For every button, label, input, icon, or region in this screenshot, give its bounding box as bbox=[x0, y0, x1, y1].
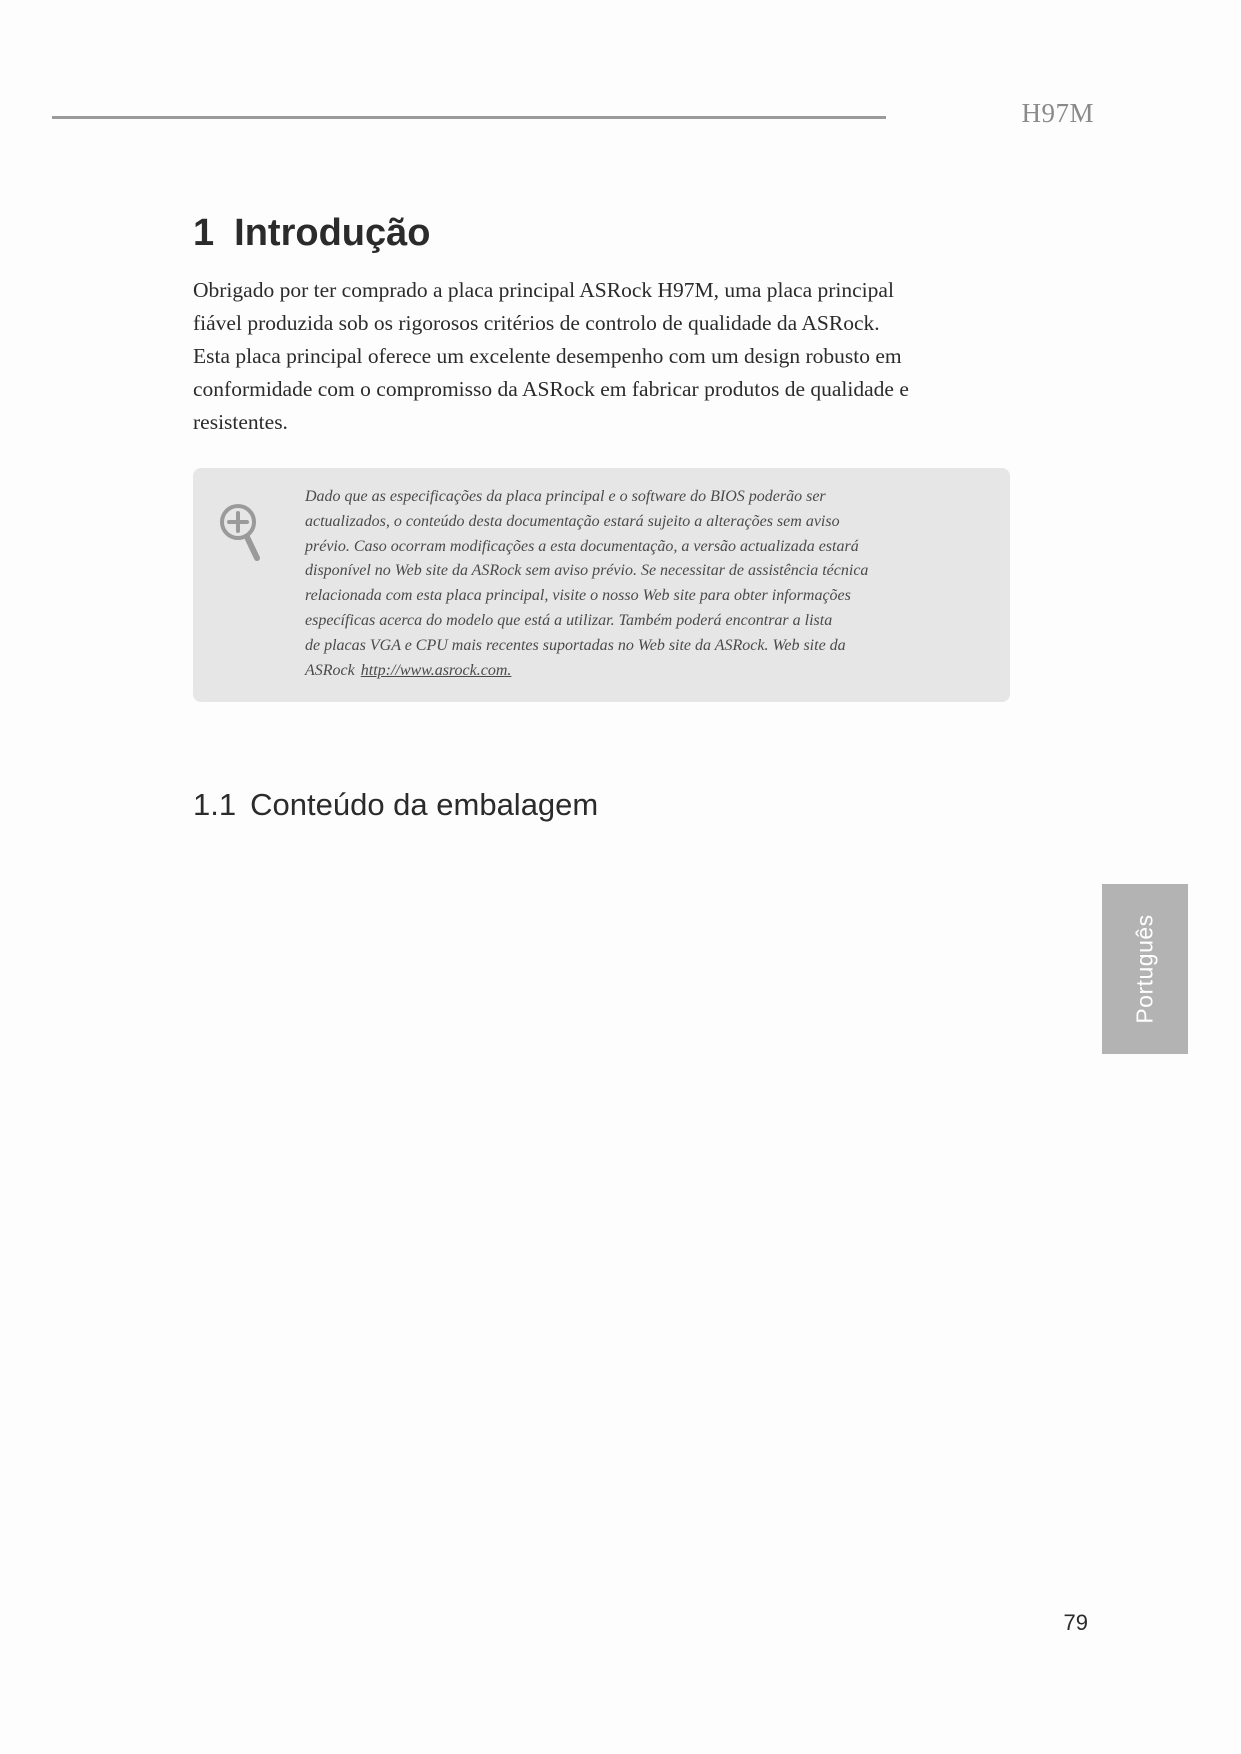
page-number: 79 bbox=[1063, 1610, 1088, 1635]
header-rule bbox=[52, 116, 886, 119]
intro-line: Obrigado por ter comprado a placa principal ASRock H97M, uma placa principal bbox=[193, 278, 894, 302]
chapter-title bbox=[193, 212, 430, 255]
note-line: específicas acerca do modelo que está a utilizar. Também poderá encontrar a lista bbox=[305, 611, 833, 629]
intro-line: conformidade com o compromisso da ASRock em fabricar produtos de qualidade e bbox=[193, 377, 909, 401]
language-tab-label: Português bbox=[1131, 914, 1158, 1024]
section-number: 1.1 bbox=[193, 787, 237, 822]
note-last-line-prefix: ASRock bbox=[305, 661, 355, 679]
section-title bbox=[193, 787, 598, 823]
note-line: disponível no Web site da ASRock sem aviso prévio. Se necessitar de assistência técnica bbox=[305, 562, 869, 580]
intro-line: resistentes. bbox=[193, 410, 288, 434]
model-name: H97M bbox=[1021, 98, 1094, 128]
asrock-website-link[interactable]: http://www.asrock.com. bbox=[360, 661, 512, 679]
intro-paragraph bbox=[193, 274, 953, 439]
note-box bbox=[193, 468, 1010, 702]
language-tab bbox=[1102, 884, 1188, 1054]
note-line: actualizados, o conteúdo desta documentação estará sujeito a alterações sem aviso bbox=[305, 512, 840, 530]
note-last-line bbox=[305, 659, 995, 684]
note-line: prévio. Caso ocorram modificações a esta documentação, a versão actualizada estará bbox=[305, 537, 859, 555]
chapter-number: 1 bbox=[193, 212, 215, 254]
chapter-title-text: Introdução bbox=[234, 212, 431, 254]
intro-line: Esta placa principal oferece um excelente desempenho com um design robusto em bbox=[193, 344, 902, 368]
note-line: de placas VGA e CPU mais recentes suportadas no Web site da ASRock. Web site da bbox=[305, 636, 846, 654]
section-title-text: Conteúdo da embalagem bbox=[250, 787, 599, 822]
note-line: relacionada com esta placa principal, visite o nosso Web site para obter informações bbox=[305, 587, 851, 605]
magnifier-plus-icon bbox=[218, 502, 266, 566]
note-line: Dado que as especificações da placa principal e o software do BIOS poderão ser bbox=[305, 488, 826, 505]
note-text bbox=[305, 485, 995, 683]
intro-line: fiável produzida sob os rigorosos critérios de controlo de qualidade da ASRock. bbox=[193, 311, 880, 335]
